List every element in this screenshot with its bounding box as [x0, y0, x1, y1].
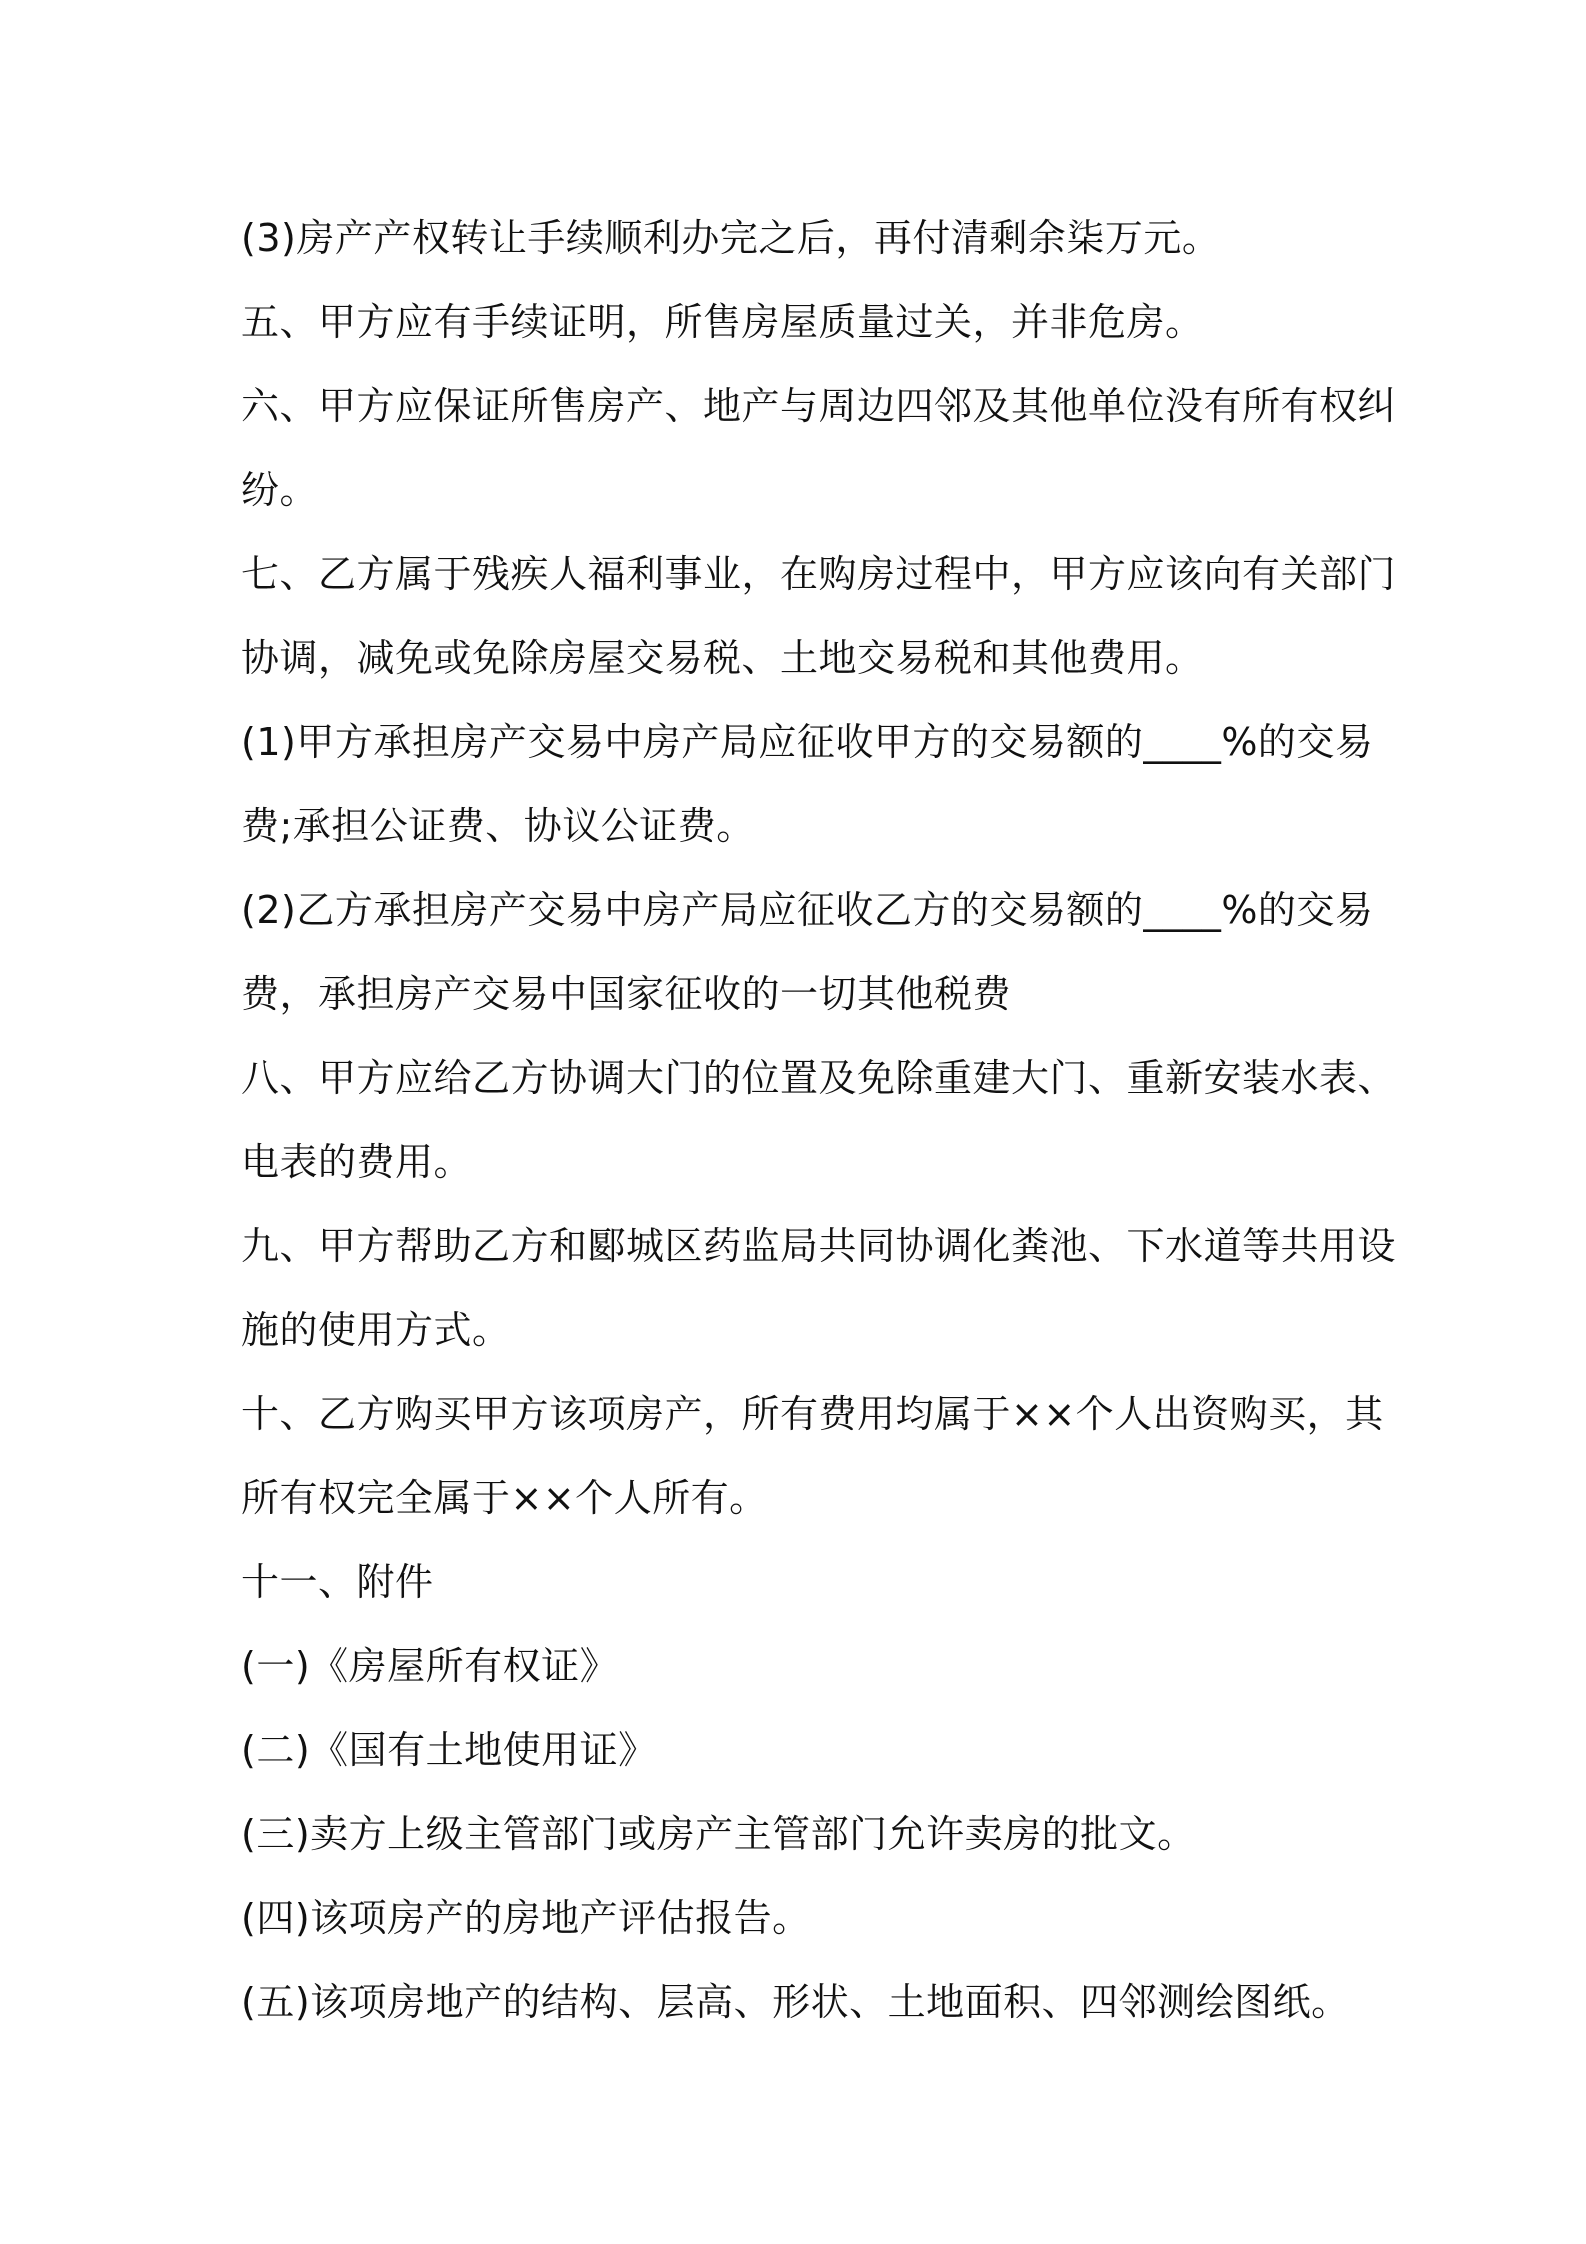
text-line: (三)卖方上级主管部门或房产主管部门允许卖房的批文。 — [241, 1812, 1196, 1856]
text-line: 十一、附件 — [241, 1560, 434, 1604]
text-line: 九、甲方帮助乙方和郾城区药监局共同协调化粪池、下水道等共用设 — [241, 1224, 1397, 1268]
text-line: 六、甲方应保证所售房产、地产与周边四邻及其他单位没有所有权纠 — [241, 384, 1397, 428]
text-line: (3)房产产权转让手续顺利办完之后，再付清剩余柒万元。 — [241, 216, 1221, 260]
text-line: 协调，减免或免除房屋交易税、土地交易税和其他费用。 — [241, 636, 1204, 680]
text-line: 电表的费用。 — [241, 1140, 473, 1184]
text-line: 施的使用方式。 — [241, 1308, 511, 1352]
text-line: 费;承担公证费、协议公证费。 — [241, 804, 755, 848]
document-body — [241, 196, 1397, 2044]
text-line: (四)该项房产的房地产评估报告。 — [241, 1896, 811, 1940]
text-line: 八、甲方应给乙方协调大门的位置及免除重建大门、重新安装水表、 — [241, 1056, 1397, 1100]
text-line: (一)《房屋所有权证》 — [241, 1644, 619, 1688]
text-line: 费，承担房产交易中国家征收的一切其他税费 — [241, 972, 1012, 1016]
text-line: (1)甲方承担房产交易中房产局应征收甲方的交易额的____%的交易 — [241, 720, 1374, 764]
text-line: 五、甲方应有手续证明，所售房屋质量过关，并非危房。 — [241, 300, 1204, 344]
text-line: 七、乙方属于残疾人福利事业，在购房过程中，甲方应该向有关部门 — [241, 552, 1397, 596]
text-line: (五)该项房地产的结构、层高、形状、土地面积、四邻测绘图纸。 — [241, 1980, 1350, 2024]
text-line: (二)《国有土地使用证》 — [241, 1728, 657, 1772]
text-line: 所有权完全属于××个人所有。 — [241, 1476, 768, 1520]
text-line: (2)乙方承担房产交易中房产局应征收乙方的交易额的____%的交易 — [241, 888, 1374, 932]
text-line: 纷。 — [241, 468, 319, 512]
text-line: 十、乙方购买甲方该项房产，所有费用均属于××个人出资购买，其 — [241, 1392, 1384, 1436]
